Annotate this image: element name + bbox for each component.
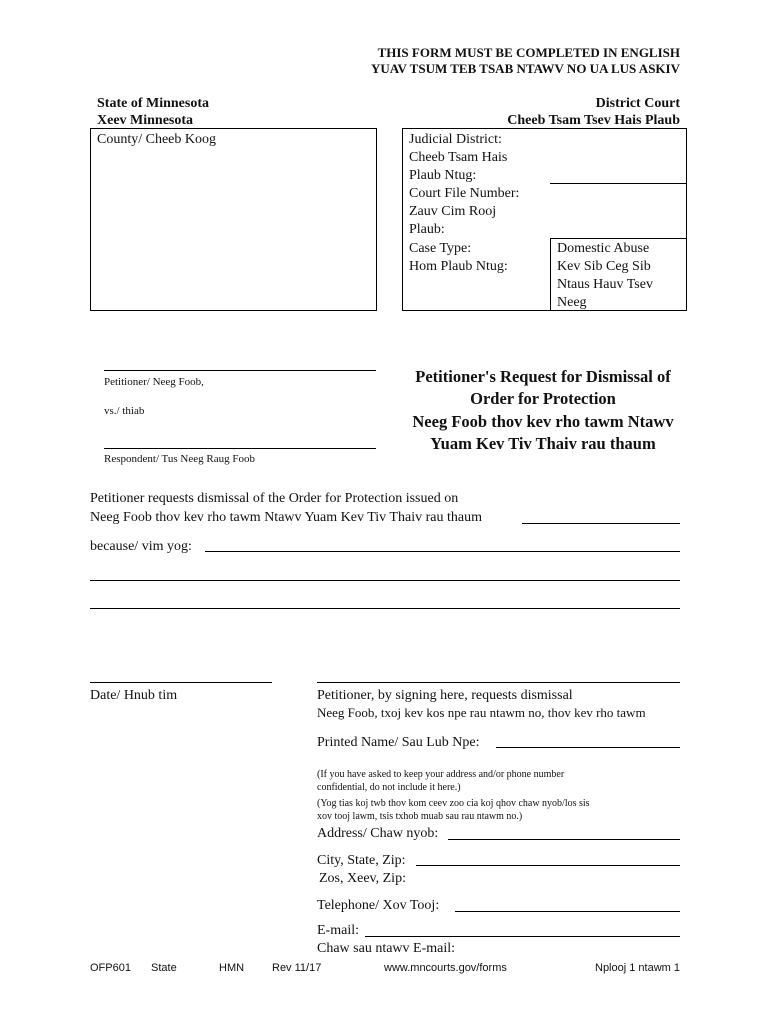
case-type-value-3: Ntaus Hauv Tsev: [557, 277, 653, 292]
case-type-value-4: Neeg: [557, 295, 587, 310]
signature-field[interactable]: [317, 682, 680, 683]
case-type-value-1: Domestic Abuse: [557, 241, 650, 256]
confidential-note-english-1: (If you have asked to keep your address and/or phone number: [317, 769, 565, 780]
case-type-hmn: Hom Plaub Ntug:: [409, 259, 508, 274]
judicial-district-field[interactable]: [550, 183, 687, 184]
telephone-label: Telephone/ Xov Tooj:: [317, 898, 440, 913]
court-file-number-label: Court File Number:: [409, 186, 520, 201]
confidential-note-hmong-1: (Yog tias koj twb thov kom ceev zoo cia koj qhov chaw nyob/los sis: [317, 798, 590, 809]
date-label: Date/ Hnub tim: [90, 688, 178, 703]
footer-revision: Rev 11/17: [272, 962, 322, 974]
versus-label: vs./ thiab: [104, 405, 145, 417]
signature-label-hmong: Neeg Foob, txoj kev kos npe rau ntawm no, thov kev rho tawm: [317, 705, 646, 720]
case-type-label: Case Type:: [409, 241, 472, 256]
because-field-line-1[interactable]: [205, 551, 680, 552]
city-state-zip-field[interactable]: [416, 865, 680, 866]
email-field[interactable]: [365, 936, 680, 937]
email-label-hmn: Chaw sau ntawv E-mail:: [317, 941, 456, 956]
judicial-district-label: Judicial District:: [409, 132, 502, 147]
confidential-note-hmong-2: xov tooj lawm, tsis txhob muab sau rau ntawm no.): [317, 811, 523, 822]
county-box: [90, 128, 377, 311]
respondent-label: Respondent/ Tus Neeg Raug Foob: [104, 453, 255, 465]
footer-page-number: Nplooj 1 ntawm 1: [595, 962, 680, 974]
county-label: County/ Cheeb Koog: [97, 132, 216, 147]
court-label: District Court: [595, 96, 680, 111]
state-label: State of Minnesota: [97, 96, 209, 111]
because-label: because/ vim yog:: [90, 539, 192, 554]
case-type-value-2: Kev Sib Ceg Sib: [557, 259, 651, 274]
title-hmong-1: Neeg Foob thov kev rho tawm Ntawv: [412, 412, 674, 431]
judicial-district-hmn-2: Plaub Ntug:: [409, 168, 477, 183]
court-file-number-hmn-2: Plaub:: [409, 222, 445, 237]
title-english-1: Petitioner's Request for Dismissal of: [415, 367, 671, 386]
telephone-field[interactable]: [455, 911, 680, 912]
court-label-hmn: Cheeb Tsam Tsev Hais Plaub: [507, 113, 680, 128]
email-label: E-mail:: [317, 923, 359, 938]
title-hmong-2: Yuam Kev Tiv Thaiv rau thaum: [430, 434, 656, 453]
state-label-hmn: Xeev Minnesota: [97, 113, 194, 128]
court-file-number-hmn-1: Zauv Cim Rooj: [409, 204, 497, 219]
city-state-zip-label-hmn: Zos, Xeev, Zip:: [319, 871, 406, 886]
case-type-divider: [550, 238, 551, 311]
footer-url: www.mncourts.gov/forms: [384, 962, 507, 974]
respondent-name-field[interactable]: [104, 448, 376, 449]
city-state-zip-label: City, State, Zip:: [317, 853, 406, 868]
petitioner-label: Petitioner/ Neeg Foob,: [104, 376, 204, 388]
court-file-number-field[interactable]: [550, 238, 687, 239]
printed-name-field[interactable]: [496, 747, 680, 748]
printed-name-label: Printed Name/ Sau Lub Npe:: [317, 735, 480, 750]
signature-label-english: Petitioner, by signing here, requests dismissal: [317, 688, 573, 703]
request-text-hmong: Neeg Foob thov kev rho tawm Ntawv Yuam Kev Tiv Thaiv rau thaum: [90, 510, 482, 525]
address-label: Address/ Chaw nyob:: [317, 826, 439, 841]
title-english-2: Order for Protection: [470, 389, 616, 408]
because-field-line-3[interactable]: [90, 608, 680, 609]
order-issued-date-field[interactable]: [522, 523, 680, 524]
confidential-note-english-2: confidential, do not include it here.): [317, 782, 461, 793]
header-english-notice: THIS FORM MUST BE COMPLETED IN ENGLISH: [377, 45, 680, 60]
petitioner-name-field[interactable]: [104, 370, 376, 371]
header-hmong-notice: YUAV TSUM TEB TSAB NTAWV NO UA LUS ASKIV: [371, 61, 680, 76]
judicial-district-hmn-1: Cheeb Tsam Hais: [409, 150, 508, 165]
request-text-english: Petitioner requests dismissal of the Order for Protection issued on: [90, 491, 459, 506]
address-field[interactable]: [448, 839, 680, 840]
footer-language: HMN: [219, 962, 245, 974]
footer-form-code: OFP601: [90, 962, 131, 974]
footer-state: State: [151, 962, 177, 974]
because-field-line-2[interactable]: [90, 580, 680, 581]
date-field[interactable]: [90, 682, 272, 683]
